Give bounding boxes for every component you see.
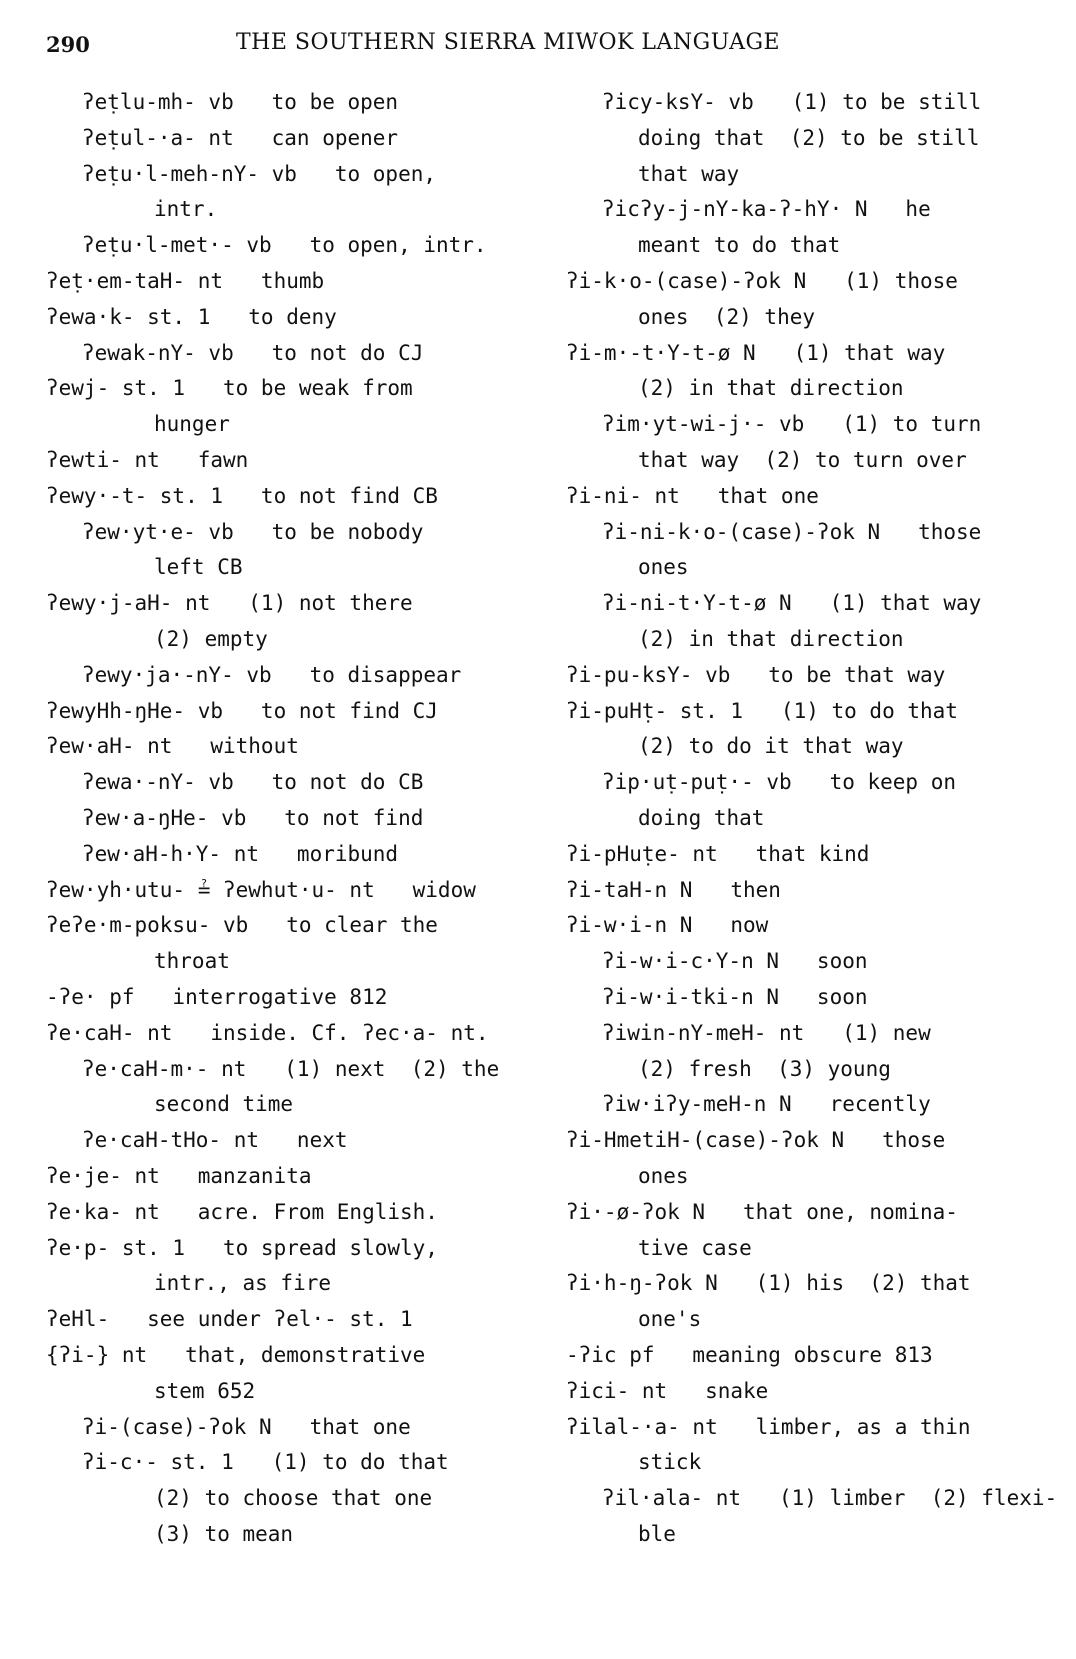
entry-line: ʔi-pHuṭe- nt that kind bbox=[566, 841, 870, 866]
entry-line: ʔi-w·i-tki-n N soon bbox=[602, 985, 868, 1009]
entry-line: ʔi-taH-n N then bbox=[566, 877, 781, 902]
entry-line: ʔeʔe·m-poksu- vb to clear the bbox=[46, 913, 438, 938]
entry-line: ʔew·yh·utu- ≟ ʔewhut·u- nt widow bbox=[46, 877, 476, 902]
entry-line: doing that bbox=[638, 806, 765, 830]
entry-line: ble bbox=[638, 1522, 676, 1546]
entry-line: ʔi-c·- st. 1 (1) to do that bbox=[82, 1450, 449, 1475]
entry-line: doing that (2) to be still bbox=[638, 125, 980, 150]
entry-line: ʔew·aH-h·Y- nt moribund bbox=[82, 841, 399, 866]
entry-line: tive case bbox=[638, 1235, 752, 1260]
entry-line: ones (2) they bbox=[638, 304, 816, 329]
entry-line: ʔi-pu-ksY- vb to be that way bbox=[566, 662, 946, 687]
running-title: THE SOUTHERN SIERRA MIWOK LANGUAGE bbox=[236, 30, 781, 55]
entry-line: (2) in that direction bbox=[638, 627, 904, 651]
entry-line: (3) to mean bbox=[154, 1522, 294, 1546]
entry-line: ʔe·je- nt manzanita bbox=[46, 1164, 312, 1188]
entry-line: ʔeṭu·l-met·- vb to open, intr. bbox=[82, 233, 487, 258]
entry-line: ʔeṭul-·a- nt can opener bbox=[82, 125, 399, 150]
entry-line: ʔew·aH- nt without bbox=[46, 734, 299, 759]
entry-line: ʔeṭ·em-taH- nt thumb bbox=[46, 269, 325, 293]
entry-line: ʔewy·-t- st. 1 to not find CB bbox=[46, 483, 438, 508]
entry-line: intr., as fire bbox=[154, 1271, 332, 1296]
entry-line: ʔewyHh-ŋHe- vb to not find CJ bbox=[46, 698, 438, 723]
entry-line: ones bbox=[638, 555, 689, 580]
entry-line: (2) fresh (3) young bbox=[638, 1056, 891, 1081]
entry-line: ʔi-(case)-ʔok N that one bbox=[82, 1414, 411, 1439]
entry-line: ʔi-w·i-c·Y-n N soon bbox=[602, 949, 868, 974]
entry-line: ʔe·p- st. 1 to spread slowly, bbox=[46, 1235, 438, 1260]
entry-line: second time bbox=[154, 1092, 294, 1117]
entry-line: ʔim·yt-wi-j·- vb (1) to turn bbox=[602, 412, 982, 437]
entry-line: ʔiwin-nY-meH- nt (1) new bbox=[602, 1020, 931, 1045]
entry-line: ʔil·ala- nt (1) limber (2) flexi- bbox=[602, 1486, 1058, 1511]
entry-line: that way (2) to turn over bbox=[638, 448, 967, 472]
entry-line: intr. bbox=[154, 197, 218, 222]
entry-line: (2) in that direction bbox=[638, 376, 904, 401]
entry-line: ʔi·-ø-ʔok N that one, nomina- bbox=[566, 1199, 958, 1224]
entry-line: ʔi-m·-t·Y-t-ø N (1) that way bbox=[566, 340, 946, 365]
entry-line: ʔe·ka- nt acre. From English. bbox=[46, 1199, 438, 1224]
entry-line: that way bbox=[638, 161, 740, 186]
entry-line: ʔiw·iʔy-meH-n N recently bbox=[602, 1092, 931, 1117]
entry-line: ʔi-HmetiH-(case)-ʔok N those bbox=[566, 1128, 946, 1153]
entry-line: ʔi-ni-t·Y-t-ø N (1) that way bbox=[602, 591, 982, 616]
entry-line: ʔi-ni-k·o-(case)-ʔok N those bbox=[602, 519, 982, 544]
entry-line: ʔi-ni- nt that one bbox=[566, 483, 819, 508]
entry-line: meant to do that bbox=[638, 233, 841, 258]
entry-line: ʔeHl- see under ʔel·- st. 1 bbox=[46, 1307, 413, 1332]
entry-line: ʔici- nt snake bbox=[566, 1378, 769, 1403]
entry-line: ʔewy·ja·-nY- vb to disappear bbox=[82, 662, 462, 687]
page-header bbox=[46, 26, 1046, 60]
entry-line: one's bbox=[638, 1307, 702, 1332]
entry-line: -ʔic pf meaning obscure 813 bbox=[566, 1343, 933, 1367]
entry-line: {ʔi-} nt that, demonstrative bbox=[46, 1343, 426, 1367]
entry-line: stick bbox=[638, 1450, 702, 1475]
entry-line: (2) empty bbox=[154, 627, 268, 651]
entry-line: ʔewak-nY- vb to not do CJ bbox=[82, 340, 424, 365]
entry-line: ʔi-k·o-(case)-ʔok N (1) those bbox=[566, 269, 958, 293]
entry-line: ʔewa·k- st. 1 to deny bbox=[46, 304, 337, 329]
entry-line: ʔeṭlu-mh- vb to be open bbox=[82, 90, 399, 114]
entry-line: ʔi-puHṭ- st. 1 (1) to do that bbox=[566, 698, 958, 723]
entry-line: (2) to choose that one bbox=[154, 1486, 433, 1511]
entry-line: ʔilal-·a- nt limber, as a thin bbox=[566, 1414, 971, 1439]
entry-line: ʔicʔy-j-nY-ka-ʔ-hY· N he bbox=[602, 197, 931, 222]
entry-line: ʔip·uṭ-puṭ·- vb to keep on bbox=[602, 770, 957, 795]
entry-line: (2) to do it that way bbox=[638, 734, 904, 759]
entry-line: left CB bbox=[154, 555, 243, 580]
entry-line: throat bbox=[154, 949, 230, 974]
entry-line: ʔe·caH-tHo- nt next bbox=[82, 1128, 348, 1153]
entry-line: ʔi·h-ŋ-ʔok N (1) his (2) that bbox=[566, 1271, 971, 1296]
entry-line: ʔe·caH- nt inside. Cf. ʔec·a- nt. bbox=[46, 1020, 489, 1045]
entry-line: ʔeṭu·l-meh-nY- vb to open, bbox=[82, 161, 437, 186]
page-number: 290 bbox=[46, 32, 90, 57]
entry-line: ones bbox=[638, 1164, 689, 1188]
entry-line: -ʔe· pf interrogative 812 bbox=[46, 985, 388, 1009]
entry-line: ʔewa·-nY- vb to not do CB bbox=[82, 770, 424, 795]
entry-line: ʔicy-ksY- vb (1) to be still bbox=[602, 90, 982, 114]
entry-line: ʔe·caH-m·- nt (1) next (2) the bbox=[82, 1056, 500, 1081]
entry-line: ʔewj- st. 1 to be weak from bbox=[46, 376, 413, 401]
entry-line: ʔewy·j-aH- nt (1) not there bbox=[46, 591, 413, 616]
entry-line: ʔew·yt·e- vb to be nobody bbox=[82, 519, 424, 544]
entry-line: ʔew·a-ŋHe- vb to not find bbox=[82, 806, 424, 830]
entry-line: stem 652 bbox=[154, 1378, 256, 1403]
entry-line: hunger bbox=[154, 412, 230, 437]
entry-line: ʔewti- nt fawn bbox=[46, 448, 249, 472]
entry-line: ʔi-w·i-n N now bbox=[566, 913, 769, 938]
